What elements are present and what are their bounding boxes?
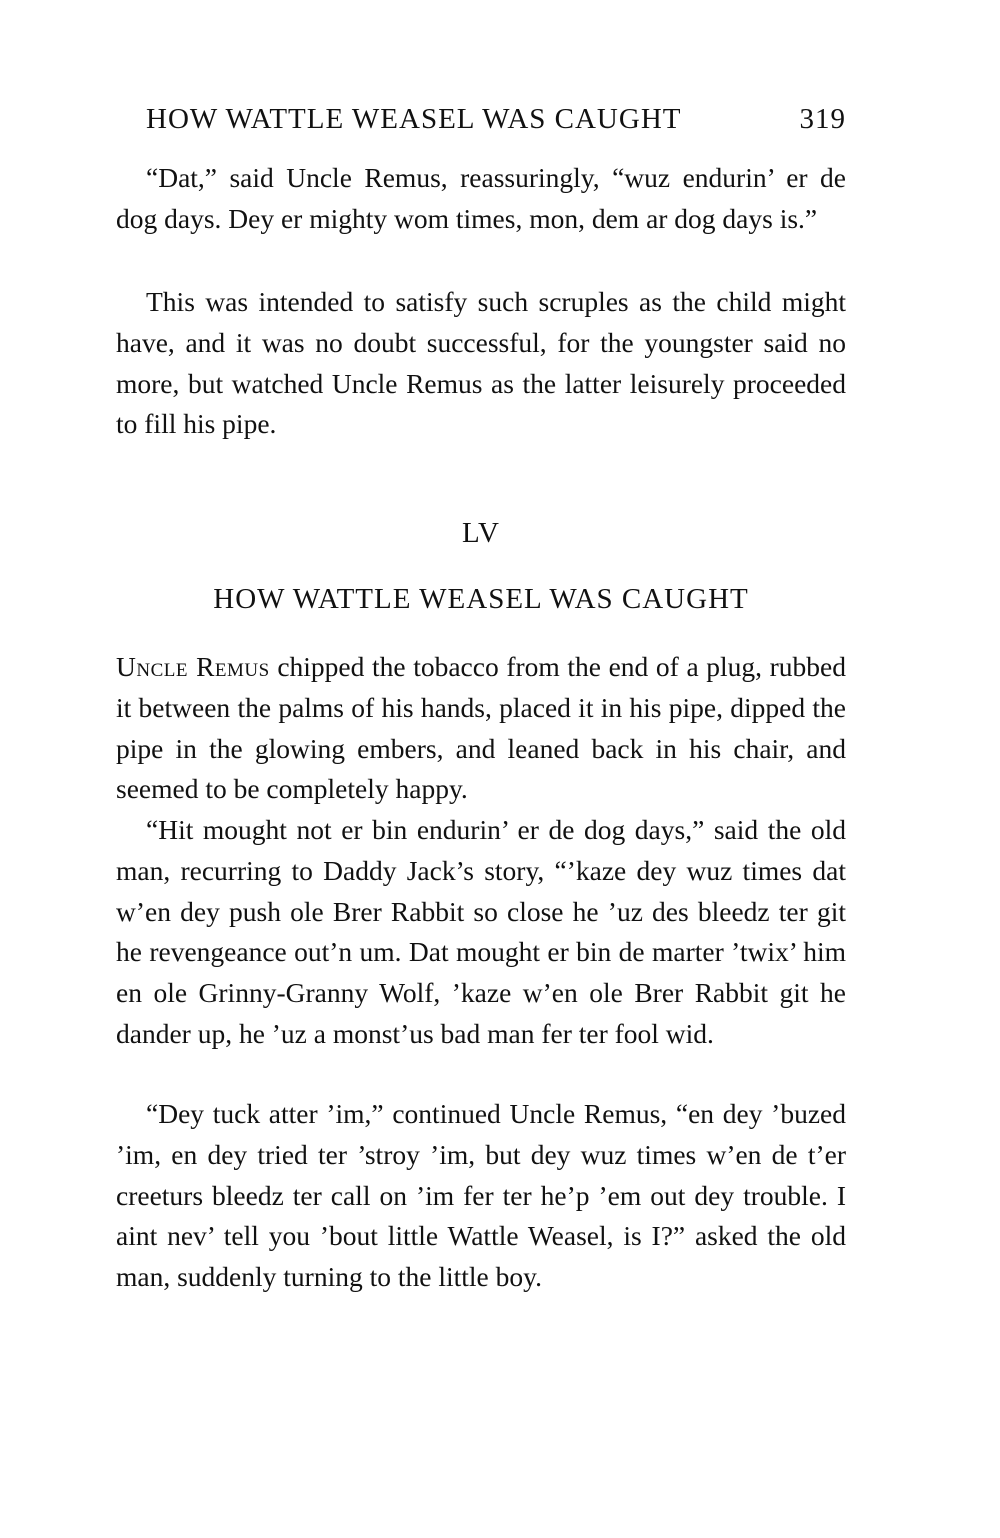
running-head-title: HOW WATTLE WEASEL WAS CAUGHT: [146, 103, 682, 135]
page-number: 319: [799, 103, 846, 135]
paragraph-dog-days-story: “Hit mought not er bin endurin’ er de dog days,” said the old man, recurring to Daddy Jack’s story, “’kaze dey wuz times dat w’en dey push ole Brer Rabbit so close he ’uz des bleedz ter git he revengeance out’n um. Dat mought er bin de marter ’twix’ him en ole Grinny-Granny Wolf, ’kaze w’en ole Brer Rabbit git he dander up, he ’uz a monst’us bad man fer ter fool wid.: [116, 814, 846, 1049]
paragraph-dog-days: “Dat,” said Uncle Remus, reassuringly, “wuz endurin’ er de dog days. Dey er mighty wom times, mon, dem ar dog days is.”: [116, 162, 846, 234]
paragraph-scruples: This was intended to satisfy such scruples as the child might have, and it was no doubt successful, for the youngster said no more, but watched Uncle Remus as the latter leisurely proceeded to fill his pipe.: [116, 286, 846, 440]
paragraph-opening: [116, 647, 846, 810]
opening-paragraph-text: chipped the tobacco from the end of a plug, rubbed it between the palms of his hands, placed it in his pipe, dipped the pipe in the glowing embers, and leaned back in his chair, and seemed to be completely happy.: [116, 651, 846, 805]
running-head: [116, 103, 846, 143]
opening-small-caps: Uncle Remus: [116, 651, 270, 682]
book-page: [116, 0, 846, 1538]
chapter-number: LV: [462, 517, 500, 549]
paragraph-wattle-weasel: “Dey tuck atter ’im,” continued Uncle Remus, “en dey ’buzed ’im, en dey tried ter ’stroy ’im, but dey wuz times w’en de t’er creeturs bleedz ter call on ’im fer ter he’p ’em out dey trouble. I aint nev’ tell you ’bout little Wattle Weasel, is I?” asked the old man, suddenly turning to the little boy.: [116, 1098, 846, 1293]
chapter-title: HOW WATTLE WEASEL WAS CAUGHT: [213, 583, 749, 615]
